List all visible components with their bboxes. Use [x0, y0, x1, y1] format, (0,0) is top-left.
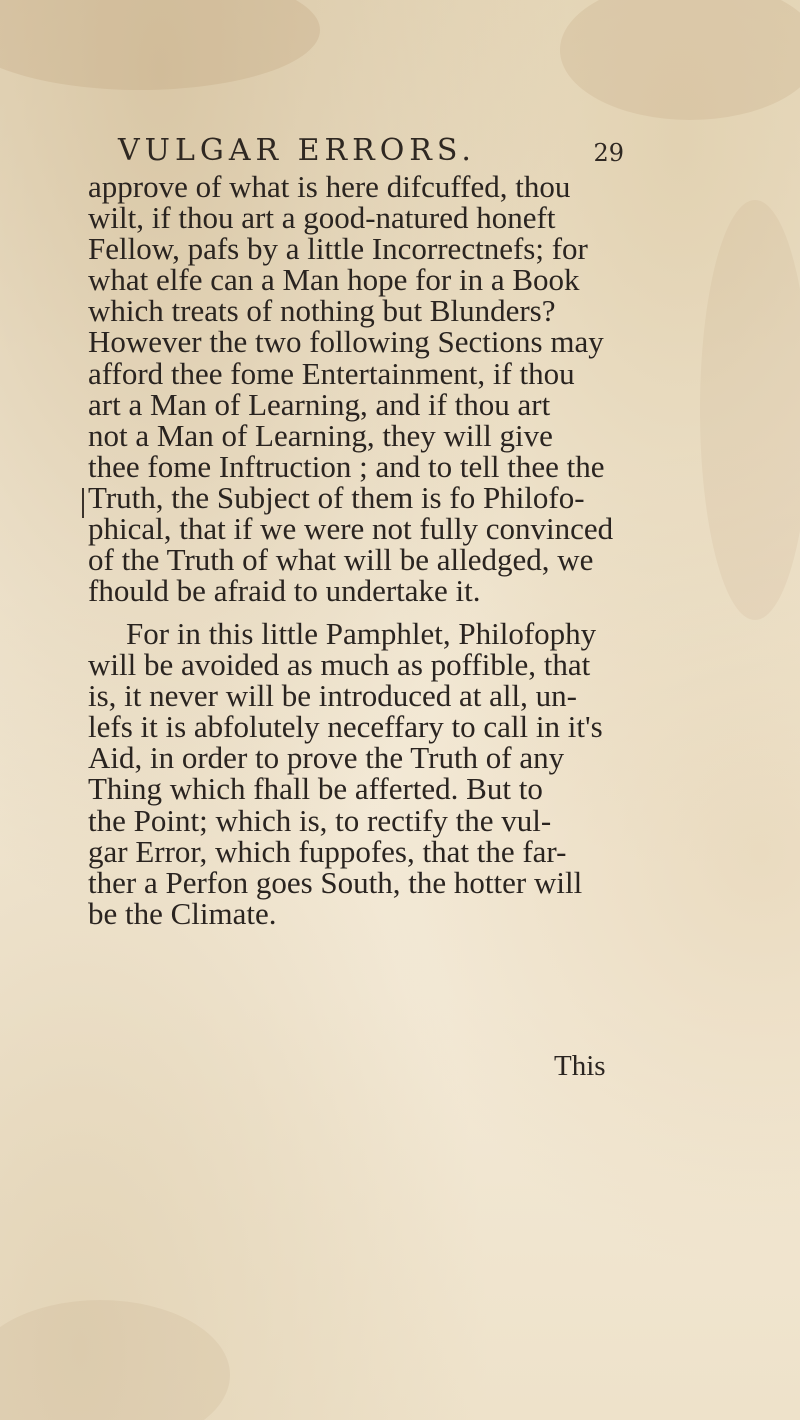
text-line: lefs it is abfolutely neceffary to call in it's: [88, 709, 603, 745]
running-title: VULGAR ERRORS.: [118, 133, 476, 168]
paper-stain: [0, 0, 320, 90]
text-line: Aid, in order to prove the Truth of any: [88, 740, 565, 776]
text-line: fhould be afraid to undertake it.: [88, 573, 481, 609]
text-line: afford thee fome Entertainment, if thou: [88, 355, 575, 391]
text-line: gar Error, which fuppofes, that the far-: [88, 833, 567, 869]
text-line: not a Man of Learning, they will give: [88, 417, 553, 453]
text-line: ther a Perfon goes South, the hotter will: [88, 864, 583, 900]
paper-stain: [700, 200, 800, 620]
text-line: However the two following Sections may: [88, 324, 604, 360]
text-line: approve of what is here difcuffed, thou: [88, 169, 571, 204]
text-line: For in this little Pamphlet, Philofophy: [126, 616, 597, 651]
text-line: what elfe can a Man hope for in a Book: [88, 262, 580, 298]
margin-mark: [82, 488, 84, 518]
page-number: 29: [593, 139, 624, 167]
text-line: will be avoided as much as poffible, that: [88, 647, 591, 683]
page-header: [118, 133, 624, 173]
paragraph-1: [88, 169, 628, 609]
text-line: Fellow, pafs by a little Incorrectnefs; for: [88, 231, 588, 267]
text-line: be the Climate.: [88, 895, 277, 931]
catchword: This: [554, 1050, 606, 1082]
paper-stain: [560, 0, 800, 120]
text-line: the Point; which is, to rectify the vul-: [88, 802, 552, 838]
paragraph-2: [88, 618, 628, 929]
text-line: art a Man of Learning, and if thou art: [88, 386, 551, 422]
text-line: is, it never will be introduced at all, un-: [88, 678, 577, 714]
paper-stain: [0, 1300, 230, 1420]
text-line: wilt, if thou art a good-natured honeft: [88, 200, 556, 236]
text-line: thee fome Inftruction ; and to tell thee the: [88, 448, 605, 484]
text-line: which treats of nothing but Blunders?: [88, 293, 556, 329]
text-line: Truth, the Subject of them is fo Philofo-: [88, 479, 585, 515]
text-line: of the Truth of what will be alledged, we: [88, 542, 594, 578]
text-line: phical, that if we were not fully convinced: [88, 511, 614, 547]
text-line: Thing which fhall be afferted. But to: [88, 771, 543, 807]
